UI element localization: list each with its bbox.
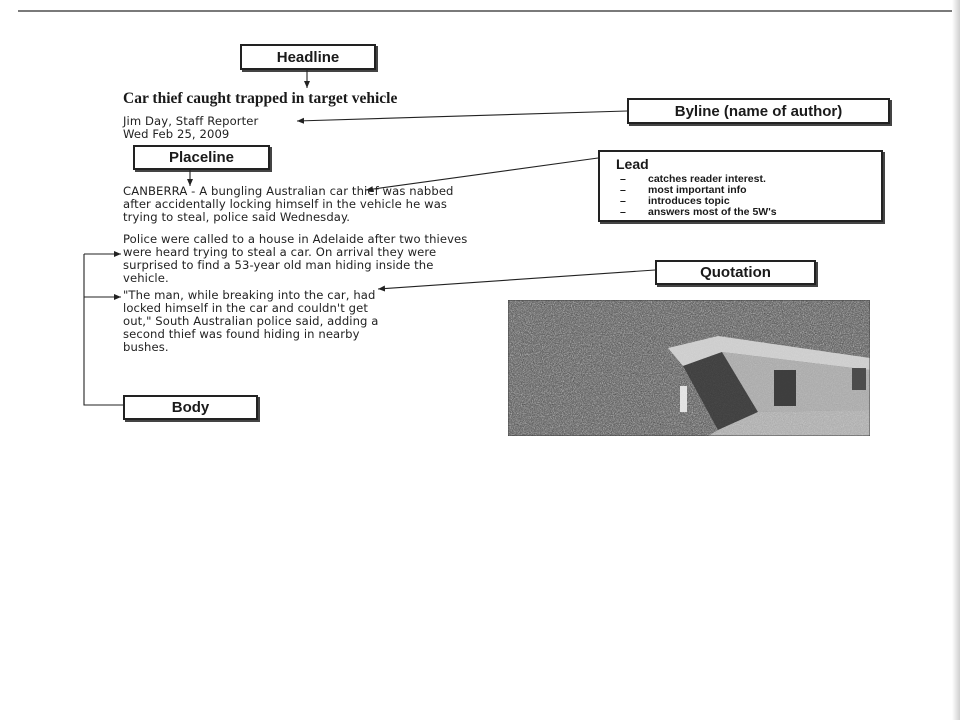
headline-label: Headline xyxy=(240,44,376,70)
text-line: bushes. xyxy=(123,340,169,354)
list-item: – most important info xyxy=(620,184,747,196)
lead-title: Lead xyxy=(616,156,649,172)
list-item: – answers most of the 5W's xyxy=(620,206,777,218)
list-item: – catches reader interest. xyxy=(620,173,766,185)
article-headline: Car thief caught trapped in target vehicle xyxy=(123,90,398,107)
quotation-label: Quotation xyxy=(655,260,816,285)
text-line: out," South Australian police said, adding a xyxy=(123,314,379,328)
text-line: after accidentally locking himself in the vehicle he was xyxy=(123,197,448,211)
article-date: Wed Feb 25, 2009 xyxy=(123,127,230,141)
text-line: CANBERRA - A bungling Australian car thief was nabbed xyxy=(123,184,454,198)
text-line: vehicle. xyxy=(123,271,169,285)
byline-label: Byline (name of author) xyxy=(627,98,890,124)
placeline-label: Placeline xyxy=(133,145,270,170)
text-line: Police were called to a house in Adelaide after two thieves xyxy=(123,232,468,246)
text-line: surprised to find a 53-year old man hiding inside the xyxy=(123,258,434,272)
text-line: were heard trying to steal a car. On arrival they were xyxy=(123,245,437,259)
byline-arrow xyxy=(297,111,627,121)
byline-name: Jim Day, Staff Reporter xyxy=(123,114,259,128)
text-line: trying to steal, police said Wednesday. xyxy=(123,210,351,224)
body-label: Body xyxy=(123,395,258,420)
quotation-arrow xyxy=(378,270,655,289)
list-item: – introduces topic xyxy=(620,195,730,207)
lead-arrow xyxy=(366,158,598,190)
text-line: "The man, while breaking into the car, had xyxy=(123,288,376,302)
text-line: locked himself in the car and couldn't get xyxy=(123,301,368,315)
text-line: second thief was found hiding in nearby xyxy=(123,327,360,341)
body-bracket xyxy=(84,254,123,405)
